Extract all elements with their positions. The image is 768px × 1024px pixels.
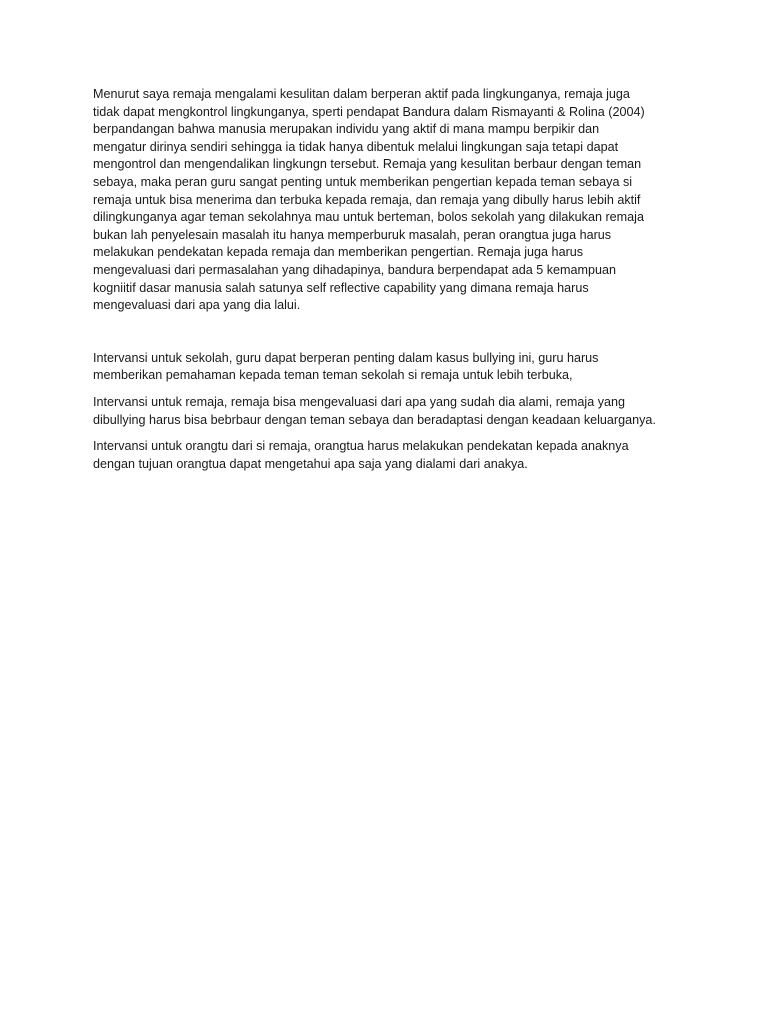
document-body <box>93 86 677 482</box>
paragraph-parent-intervention: Intervansi untuk orangtu dari si remaja, orangtua harus melakukan pendekatan kepada anaknya dengan tujuan orangtua dapat mengetahui apa saja yang dialami dari anakya. <box>93 439 629 471</box>
paragraph-opinion: Menurut saya remaja mengalami kesulitan dalam berperan aktif pada lingkunganya, remaja juga tidak dapat mengkontrol lingkunganya, sperti pendapat Bandura dalam Rismayanti & Rolina (2004) berpandangan bahwa manusia merupakan individu yang aktif di mana mampu berpikir dan mengatur dirinya sendiri sehingga ia tidak hanya dibentuk melalui lingkungan saja tetapi dapat mengontrol dan mengendalikan lingkungn tersebut. Remaja yang kesulitan berbaur dengan teman sebaya, maka peran guru sangat penting untuk memberikan pengertian kepada teman sebaya si remaja untuk bisa menerima dan terbuka kepada remaja, dan remaja yang dibully harus lebih aktif dilingkunganya agar teman sekolahnya mau untuk berteman, bolos sekolah yang dilakukan remaja bukan lah penyelesain masalah itu hanya memperburuk masalah, peran orangtua juga harus melakukan pendekatan kepada remaja dan memberikan pengertian. Remaja juga harus mengevaluasi dari permasalahan yang dihadapinya, bandura berpendapat ada 5 kemampuan kogniitif dasar manusia salah satunya self reflective capability yang dimana remaja harus mengevaluasi dari apa yang dia lalui. <box>93 87 645 313</box>
paragraph-teen-intervention: Intervansi untuk remaja, remaja bisa mengevaluasi dari apa yang sudah dia alami, remaja yang dibullying harus bisa bebrbaur dengan teman sebaya dan beradaptasi dengan keadaan keluarganya. <box>93 394 656 427</box>
paragraph-school-intervention: Intervansi untuk sekolah, guru dapat berperan penting dalam kasus bullying ini, guru harus memberikan pemahaman kepada teman teman sekolah si remaja untuk lebih terbuka, <box>93 350 599 383</box>
